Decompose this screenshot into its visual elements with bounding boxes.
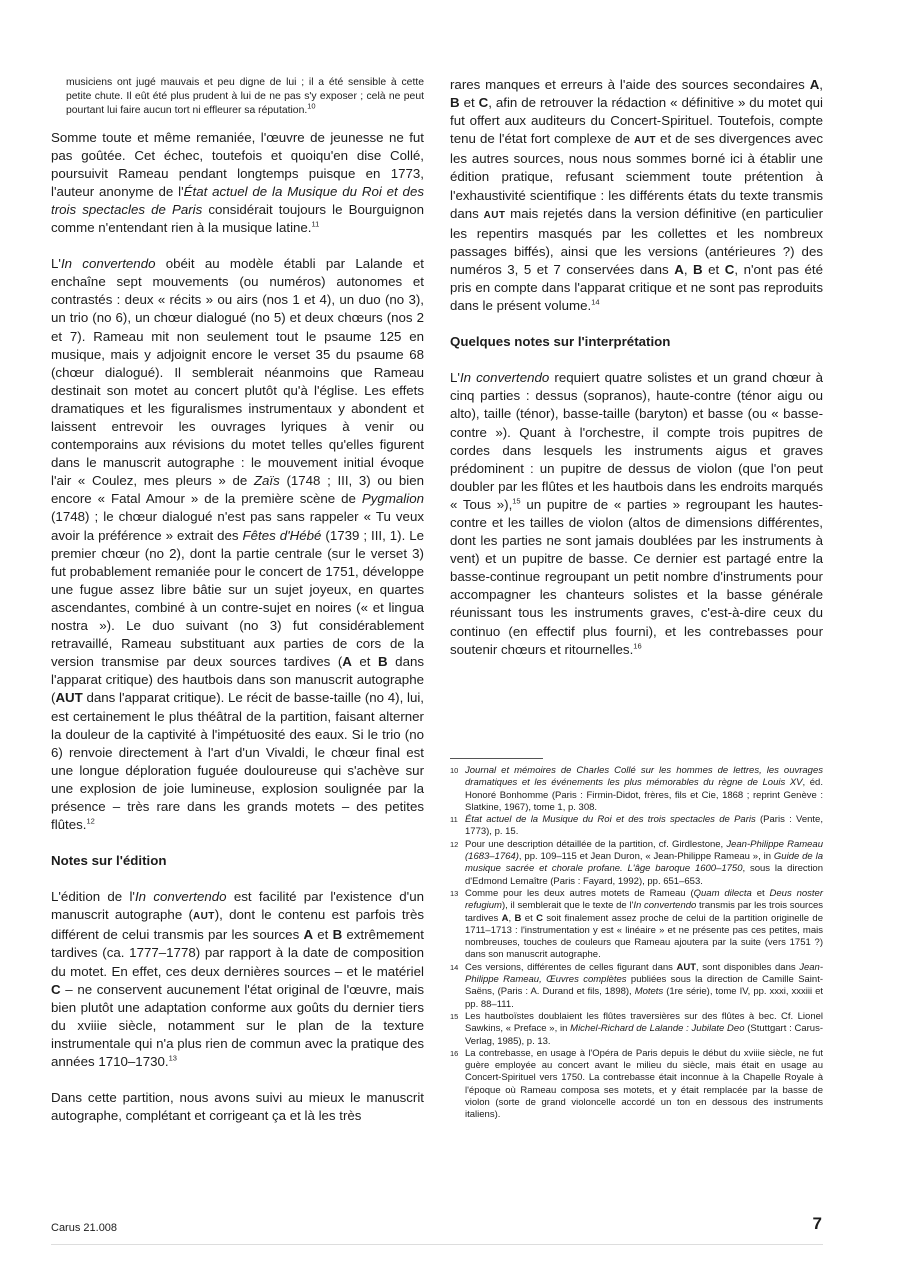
footnote-text: AUT — [676, 961, 697, 973]
footnote-rule — [450, 758, 543, 759]
footnote — [450, 1048, 823, 1122]
footnote-list — [450, 765, 823, 1122]
footnote — [450, 888, 823, 962]
footnote-ref[interactable]: 14 — [591, 297, 600, 307]
page-number: 7 — [812, 1214, 822, 1233]
footnote-number: 13 — [450, 888, 459, 898]
footnote-number: 15 — [450, 1011, 459, 1021]
footnote-number: 10 — [450, 766, 459, 775]
footnote-text: Michel-Richard de Lalande : Jubilate Deo — [570, 1023, 745, 1035]
paragraph: L'In convertendo obéit au modèle établi par Lalande et enchaîne sept mouvements (ou numéros) autonomes et contrastés : deux « récits » ou airs (nos 1 et 4), un duo (no 3), un trio (no 6), un chœur dialogué (no 5) et deux chœurs (nos 2 et 7). Rameau mit non seulement tout le psaume 125 en musique, mais y adjoignit encore le verset 35 du psaume 68 (chœur dialogué). Il semblerait néanmoins que Rameau destinait son motet au concert plutôt qu'à l'église. Les effets dramatiques et les figuralismes instrumentaux y abondent et laissent entrevoir les ouvrages lyriques à venir ou contemporains aux révisions du motet telles qu'elles figurent dans le manuscrit autographe : le mouvement initial évoque l'air « Coulez, mes pleurs » de Zaïs (1748 ; III, 3) ou bien encore « Fatal Amour » de la première scène de Pygmalion (1748) ; le chœur dialogué n'est pas sans rappeler « Tu veux avoir la préférence » extrait des Fêtes d'Hébé (1739 ; III, 1). Le premier chœur (no 2), dont la partie centrale (sur le verset 3) fut probablement remaniée pour le concert de 1751, développe une fugue assez libre bâtie sur un sujet joyeux, en quartes ascendantes, combiné à un contre-sujet en noires (« et lingua nostra »). Le duo suivant (no 3) fut considérablement retravaillé, Rameau substituant aux parties de cors de la version transmise par deux sources tardives (A et B dans l'apparat critique) des hautbois dans son manuscrit autographe (AUT dans l'apparat critique). Le récit de basse-taille (no 4), lui, est certainement le plus théâtral de la partition, faisant alterner la douleur de la captivité à l'impétuosité des eaux. Si le trio (no 6) renvoie directement à l'art d'un Vivaldi, le chœur final est une longue déploration fuguée douloureuse qui s'achève sur une explosion de joie lumineuse, explosion soulignée par la présence – très rare dans les grands motets – des petites flûtes.$^{12}$ — [51, 256, 425, 833]
footnote-ref[interactable]: 16 — [633, 641, 642, 651]
paragraph: L'In convertendo requiert quatre solistes et un grand chœur à cinq parties : dessus (sopranos), haute-contre (ténor aigu ou alto), taille (ténor), basse-taille (baryton) et basse (ou « basse-contre »). Quant à l'orchestre, il compte trois pupitres de cordes dans lesquels les instruments aigus et graves prédominent : un pupitre de dessus de violon (que l'on peut doubler par les flûtes et les hautbois dans les endroits marqués « Tous »),$^{15}$ un pupitre de « parties » regroupant les hautes-contre et les tailles de violon (altos de dimensions différentes, dont les parties ne sont jamais doublées par les instruments à vent) et un pupitre de basse. Ce dernier est partagé entre la basse-continue regroupant un petit nombre d'instruments pour accompagner les chanteurs solistes et la basse générale réunissant tous les instruments graves, c'est-à-dire ceux du continuo (en effectif plus fourni), et les contrebasses pour soutenir chœurs et ritournelles.$^{16}$ — [450, 370, 823, 657]
footnote-ref[interactable]: 15 — [512, 496, 521, 506]
footnote-number: 14 — [450, 962, 459, 972]
footnote-text: Quam dilecta — [693, 887, 752, 899]
footnote-text: ), il semblerait que le texte de l' — [501, 900, 634, 912]
footnote-text: Les hautboïstes doublaient les flûtes traversières sur des flûtes à bec. Cf. Lionel Sawkins, « Preface », in — [465, 1010, 823, 1035]
footnote-text: , pp. 109–115 et Jean Duron, « Jean-Philippe Rameau », in — [518, 851, 774, 863]
footnote-text: Journal et mémoires de Charles Collé sur les hommes de lettres, les ouvrages dramatiques et les événements les plus mémorables du règne de Louis XV — [465, 765, 823, 789]
bottom-rule — [51, 1244, 823, 1245]
footnote-text: (Stuttgart : Carus-Verlag, 1985), p. 13. — [465, 1023, 823, 1047]
footnotes — [450, 758, 823, 1122]
publisher-catalog-number: Carus 21.008 — [51, 1222, 118, 1234]
footnote-ref[interactable]: 12 — [86, 816, 95, 826]
footnote-text: A — [501, 912, 509, 924]
footnote-ref[interactable]: 10 — [307, 101, 316, 111]
footnote-ref[interactable]: 13 — [168, 1053, 177, 1063]
footnote-text: Ces versions, différentes de celles figurant dans — [465, 961, 677, 973]
footnote-text: , éd. Honoré Bonhomme (Paris : Firmin-Didot, frères, fils et Cie, 1868 ; reprint Genève : Slatkine, 1967), tome 1, p. 308. — [465, 777, 823, 813]
footnote-text: publiées sous la direction de Camille Saint-Saëns, (Paris : A. Durand et fils, 1898), — [465, 974, 824, 998]
footnote-text: Guide de la musique sacrée et chorale profane. L'âge baroque 1600–1750 — [465, 851, 823, 875]
footnote-number: 12 — [450, 839, 459, 849]
footnote-number: 16 — [450, 1048, 459, 1058]
section-heading: Quelques notes sur l'interprétation — [450, 334, 671, 350]
footnote — [450, 814, 823, 839]
footnote-text: Pour une description détaillée de la partition, cf. Girdlestone, — [465, 838, 727, 850]
footnote-text: (1re série), tome IV, pp. xxxi, xxxiii et pp. 88–111. — [465, 986, 824, 1010]
footnote-number: 11 — [450, 815, 458, 825]
right-column — [450, 76, 823, 659]
footnote-text: La contrebasse, en usage à l'Opéra de Paris depuis le début du xviiie siècle, ne fut guère employée au concert avant le milieu du siècle, mais était en usage au Concert-Spirituel vers 1750. La contrebasse était inconnue à la Chapelle Royale à l'époque où Rameau composa ses motets, et y était remplacée par la basse de violon (sorte de grand violoncelle accordé un ton en dessous des instruments italiens). — [465, 1047, 823, 1121]
paragraph: L'édition de l'In convertendo est facilité par l'existence d'un manuscrit autographe (AUT), dont le contenu est parfois très différent de celui transmis par les sources A et B extrêmement tardives (ca. 1777–1778) par rapport à la date de composition du motet. En effet, ces deux dernières sources – et le matériel C – ne conservent aucunement l'état original de l'œuvre, mais bien plutôt une adaptation conforme aux goûts du dernier tiers du xviiie siècle, notamment sur le plan de la texture instrumentale qui n'a plus rien de commun avec la pratique des années 1710–1730.13 — [51, 889, 424, 1070]
section-heading: Notes sur l'édition — [51, 853, 167, 869]
footnote — [450, 765, 823, 814]
paragraph: Dans cette partition, nous avons suivi au mieux le manuscrit autographe, complétant et corrigeant ça et là les très — [51, 1090, 424, 1124]
footnote-text: In convertendo — [633, 900, 697, 912]
paragraph: rares manques et erreurs à l'aide des sources secondaires A, B et C, afin de retrouver la rédaction « définitive » du motet qui fut offert aux auditeurs du Concert-Spirituel. Toutefois, compte tenu de l'état fort complexe de AUT et de ses divergences avec les autres sources, nous nous sommes borné ici à établir une édition pratique, refusant sciemment toute prétention à l'exhaustivité scientifique : les différents états du texte transmis dans AUT mais rejetés dans la version définitive (en particulier les repentirs masqués par les collettes et les nombreux passages biffés), ainsi que les versions (antérieures ?) des numéros 3, 5 et 7 conservées dans A, B et C, n'ont pas été pris en compte dans l'apparat critique et ne sont pas reproduits dans le présent volume.$^{14}$ — [450, 77, 823, 314]
footnote-text: Motets — [634, 986, 664, 998]
paragraph: Somme toute et même remaniée, l'œuvre de jeunesse ne fut pas goûtée. Cet échec, toutefois et quoiqu'en dise Collé, poursuivit Rameau pendant longtemps puisque en 1773, l'auteur anonyme de l'État actuel de la Musique du Roi et des trois spectacles de Paris considérait toujours le Bourguignon comme n'entendant rien à la musique latine.$^{11}$ — [51, 129, 424, 236]
footnote-text: C — [536, 912, 543, 924]
left-column — [51, 76, 424, 1125]
footnote-ref[interactable]: 11 — [311, 219, 320, 229]
footnote-text: B — [514, 912, 522, 924]
footnote-text: et — [751, 887, 770, 899]
footnote — [450, 839, 823, 888]
block-quote: musiciens ont jugé mauvais et peu digne de lui ; il a été sensible à cette petite chute. Il eût été plus prudent à lui de ne pas s'y exposer ; celà ne peut pourtant lui faire aucun tort ni effleurer sa réputation.$^{10}$ — [66, 77, 424, 117]
footnote-text: Deus noster refugium — [465, 887, 823, 912]
footnote-text: (Paris : Vente, 1773), p. 15. — [465, 814, 823, 838]
footnote-text: Jean-Philippe Rameau (1683–1764) — [465, 838, 823, 863]
footnote-text: soit finalement assez proche de celui de la partition originelle de 1711–1713 : l'instrumentation y est « linéaire » et ne présente pas ces petites, mais nombreuses, touches de couleurs que Rameau ajoutera par la suite (vers 1751 ?) dans son manuscrit autographe. — [465, 912, 823, 961]
footnote-text: , sous la direction d'Edmond Lemaître (Paris : Fayard, 1992), pp. 651–653. — [465, 863, 824, 887]
footnote-text: Comme pour les deux autres motets de Rameau ( — [465, 887, 694, 899]
footnote-text: Jean-Philippe Rameau, Œuvres complètes — [465, 961, 823, 986]
footnote — [450, 962, 823, 1011]
footnote-text: et — [521, 912, 537, 924]
footnote-text: , sont disponibles dans — [696, 961, 800, 973]
footnote — [450, 1011, 823, 1048]
footnote-text: transmis par les trois sources tardives — [465, 900, 823, 924]
footnote-text: État actuel de la Musique du Roi et des trois spectacles de Paris — [465, 814, 756, 826]
footnote-text: , — [508, 912, 515, 924]
